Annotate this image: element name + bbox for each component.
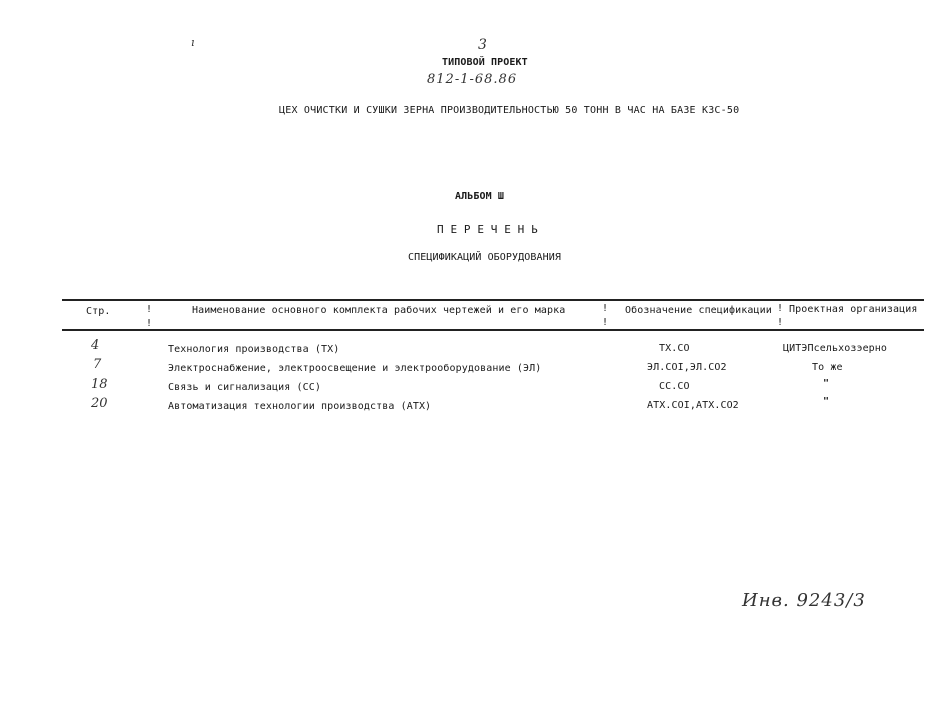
list-subheading: СПЕЦИФИКАЦИЙ ОБОРУДОВАНИЯ: [408, 252, 562, 263]
table-top-rule: [62, 299, 924, 301]
table-header-rule: [62, 329, 924, 331]
header-name: Наименование основного комплекта рабочих чертежей и его марка: [192, 305, 566, 316]
header-separator: !: [602, 303, 609, 314]
header-separator: !: [146, 318, 153, 329]
header-separator: !: [777, 303, 784, 314]
row-name: Электроснабжение, электроосвещение и электрооборудование (ЭЛ): [168, 363, 542, 374]
header-spec: Обозначение спецификации: [625, 305, 772, 316]
row-org: ": [823, 378, 830, 389]
row-name: Автоматизация технологии производства (АТХ): [168, 401, 432, 412]
header-org: Проектная организация: [789, 304, 918, 315]
header-page: Стр.: [86, 306, 111, 317]
row-name: Технология производства (ТХ): [168, 344, 340, 355]
row-org: ЦИТЭПсельхозэерно: [783, 343, 888, 354]
row-page: 18: [91, 377, 108, 392]
row-name: Связь и сигнализация (СС): [168, 382, 322, 393]
row-page: 7: [93, 357, 102, 372]
header-label: ТИПОВОЙ ПРОЕКТ: [442, 57, 528, 68]
row-page: 4: [91, 338, 100, 353]
row-spec: СС.СО: [659, 381, 690, 392]
page-number: 3: [478, 37, 487, 53]
tick-mark: ı: [191, 36, 195, 49]
row-spec: ТХ.СО: [659, 343, 690, 354]
album-label: АЛЬБОМ Ш: [455, 191, 504, 202]
main-title: ЦЕХ ОЧИСТКИ И СУШКИ ЗЕРНА ПРОИЗВОДИТЕЛЬНОСТЬЮ 50 ТОНН В ЧАС НА БАЗЕ КЗС-50: [279, 105, 740, 116]
header-separator: !: [602, 317, 609, 328]
row-spec: ЭЛ.СОI,ЭЛ.СО2: [647, 362, 727, 373]
row-org: ": [823, 396, 830, 407]
row-spec: АТХ.СОI,АТХ.СО2: [647, 400, 739, 411]
project-code: 812-1-68.86: [427, 72, 518, 87]
row-org: То же: [812, 362, 843, 373]
header-separator: !: [146, 304, 153, 315]
list-heading: П Е Р Е Ч Е Н Ь: [437, 223, 538, 236]
inventory-note: Инв. 9243/3: [742, 590, 866, 611]
row-page: 20: [91, 396, 108, 411]
header-separator: !: [777, 317, 784, 328]
